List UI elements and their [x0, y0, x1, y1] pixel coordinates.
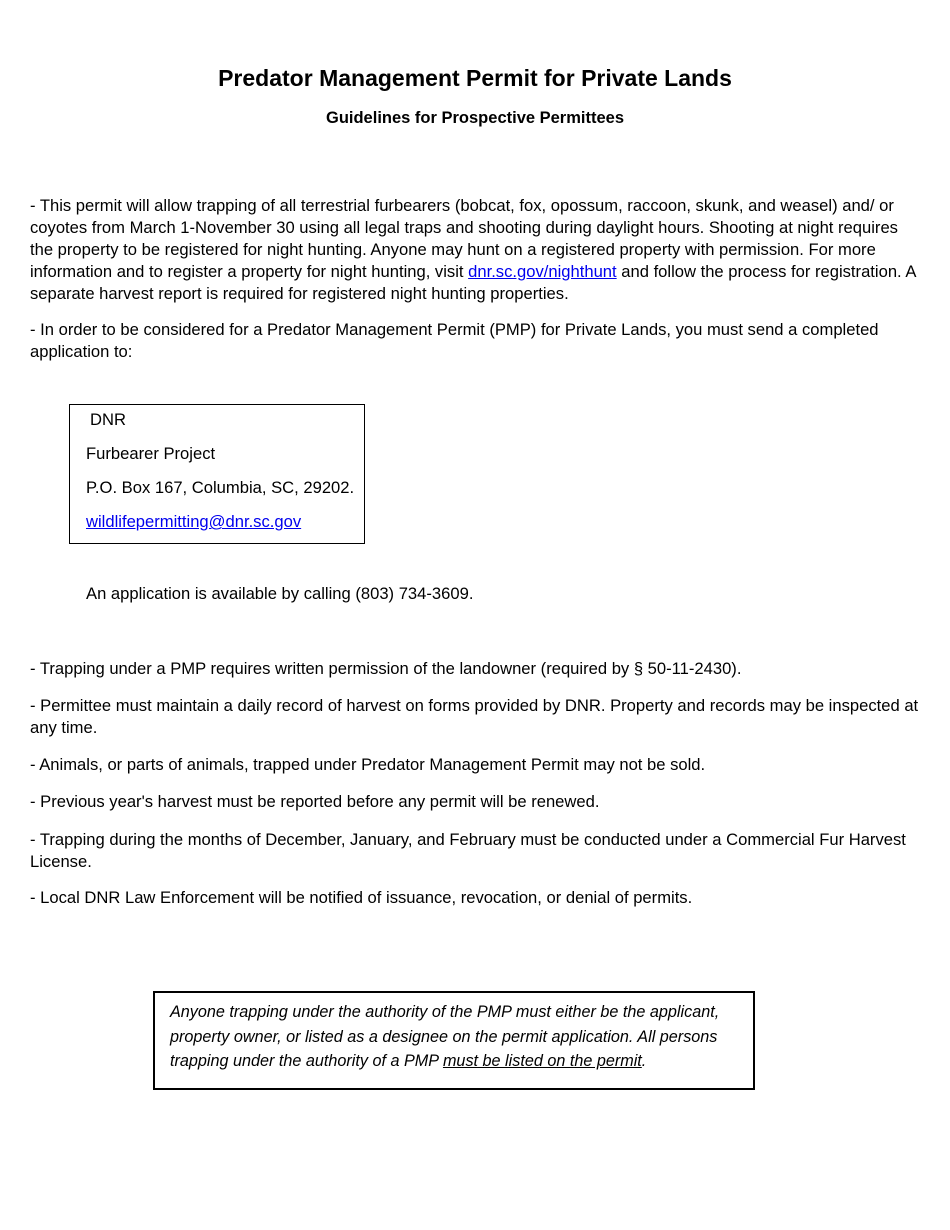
- night-hunt-link[interactable]: dnr.sc.gov/nighthunt: [468, 262, 617, 281]
- notice-end-punctuation: .: [641, 1052, 647, 1070]
- designee-notice-box: [153, 991, 755, 1090]
- intro-text-before-link: - This permit will allow trapping of all terrestrial furbearers (bobcat, fox, opossum, raccoon, skunk, and weasel) and/ or coyotes from March 1-November 30 using all legal traps and shooting during daylight hours. Shooting at night requires the property to be registered for night hunting. Anyone may hunt on a registered property with permission. For more information and to register a property for night hunting, visit: [30, 196, 898, 281]
- intro-paragraph-application: - In order to be considered for a Predator Management Permit (PMP) for Private Lands, you must send a completed application to:: [30, 320, 879, 361]
- address-po-box: P.O. Box 167, Columbia, SC, 29202.: [86, 478, 355, 497]
- application-phone-text: An application is available by calling (803) 734-3609.: [86, 584, 474, 603]
- designee-notice-text: [170, 1000, 745, 1074]
- rule-item-no-sale: - Animals, or parts of animals, trapped under Predator Management Permit may not be sold.: [30, 755, 706, 774]
- mailing-address-box: [69, 404, 365, 544]
- permitting-email-link[interactable]: wildlifepermitting@dnr.sc.gov: [86, 512, 302, 531]
- page-title: Predator Management Permit for Private Lands: [218, 65, 732, 91]
- page-subtitle: Guidelines for Prospective Permittees: [325, 109, 625, 127]
- address-project: Furbearer Project: [86, 444, 216, 463]
- intro-paragraph-permit-scope: [30, 195, 925, 305]
- rule-item-winter-license: - Trapping during the months of December, January, and February must be conducted under a Commercial Fur Harvest License.: [30, 830, 906, 871]
- intro-text-after-link: and follow the process for registration. A separate harvest report is required for registered night hunting properties.: [30, 262, 916, 303]
- rule-item-law-enforcement: - Local DNR Law Enforcement will be notified of issuance, revocation, or denial of permits.: [30, 888, 693, 907]
- address-org: DNR: [90, 410, 126, 429]
- rule-item-harvest-report: - Previous year's harvest must be reported before any permit will be renewed.: [30, 792, 600, 811]
- notice-underlined-text: must be listed on the permit: [442, 1052, 642, 1070]
- rule-item-landowner-permission: - Trapping under a PMP requires written permission of the landowner (required by § 50-11-2430).: [30, 659, 742, 678]
- notice-main-text: Anyone trapping under the authority of the PMP must either be the applicant, property owner, or listed as a designee on the permit application. All persons trapping under the authority of a PMP: [170, 1003, 720, 1070]
- rule-item-daily-record: - Permittee must maintain a daily record of harvest on forms provided by DNR. Property and records may be inspected at any time.: [30, 696, 919, 737]
